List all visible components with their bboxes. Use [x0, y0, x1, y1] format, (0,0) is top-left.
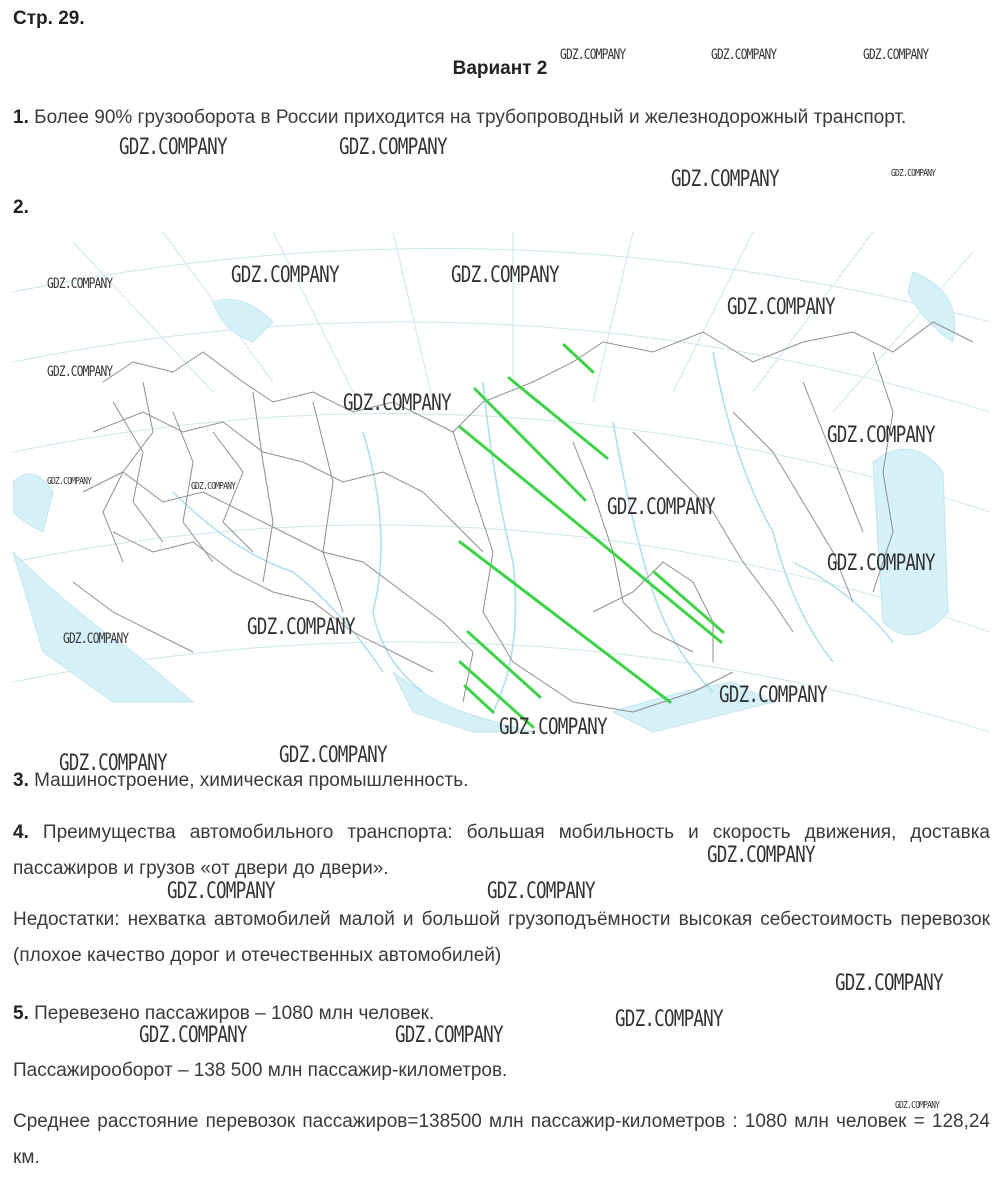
map-water [13, 272, 955, 732]
answer-5-distance [13, 1104, 990, 1176]
watermark: GDZ.COMPANY [891, 168, 936, 179]
watermark: GDZ.COMPANY [835, 971, 943, 996]
watermark: GDZ.COMPANY [395, 1023, 503, 1048]
watermark: GDZ.COMPANY [707, 843, 815, 868]
watermark: GDZ.COMPANY [47, 276, 113, 292]
watermark: GDZ.COMPANY [827, 551, 935, 576]
answer-text: Более 90% грузооборота в России приходится на трубопроводный и железнодорожный транспорт. [28, 107, 907, 128]
watermark: GDZ.COMPANY [451, 263, 559, 288]
watermark: GDZ.COMPANY [719, 683, 827, 708]
watermark: GDZ.COMPANY [727, 295, 835, 320]
answer-5-passengers [13, 996, 990, 1032]
answer-text: Машиностроение, химическая промышленность. [28, 770, 469, 791]
watermark: GDZ.COMPANY [827, 423, 935, 448]
answer-text: Среднее расстояние перевозок пассажиров=138500 млн пассажир-километров : 1080 млн человек = 128,24 км. [13, 1111, 990, 1168]
watermark: GDZ.COMPANY [47, 364, 113, 380]
watermark: GDZ.COMPANY [139, 1023, 247, 1048]
answer-1 [13, 100, 990, 136]
watermark: GDZ.COMPANY [895, 1100, 940, 1111]
answer-2 [13, 190, 990, 226]
russia-map [13, 232, 990, 744]
watermark: GDZ.COMPANY [863, 47, 929, 63]
answer-4-advantages [13, 815, 990, 887]
watermark: GDZ.COMPANY [279, 743, 387, 768]
watermark: GDZ.COMPANY [191, 481, 236, 492]
answer-number: 4. [13, 822, 29, 843]
watermark: GDZ.COMPANY [47, 476, 92, 487]
variant-title: Вариант 2 [452, 58, 548, 79]
watermark: GDZ.COMPANY [560, 47, 626, 63]
page-reference: Стр. 29. [13, 8, 85, 29]
answer-text: Недостатки: нехватка автомобилей малой и большой грузоподъёмности высокая себестоимость перевозок (плохое качество дорог и отечественных автомобилей) [13, 909, 990, 966]
answer-number: 3. [13, 770, 29, 791]
answer-3 [13, 763, 990, 799]
watermark: GDZ.COMPANY [59, 751, 167, 776]
watermark: GDZ.COMPANY [167, 879, 275, 904]
watermark: GDZ.COMPANY [343, 391, 451, 416]
map-region-borders [73, 322, 973, 712]
answer-text: Перевезено пассажиров – 1080 млн человек. [28, 1003, 435, 1024]
answer-number: 2. [13, 197, 29, 218]
answer-4-disadvantages [13, 902, 990, 974]
watermark: GDZ.COMPANY [487, 879, 595, 904]
watermark: GDZ.COMPANY [119, 135, 227, 160]
watermark: GDZ.COMPANY [63, 631, 129, 647]
watermark: GDZ.COMPANY [499, 715, 607, 740]
answer-text: Пассажирооборот – 138 500 млн пассажир-километров. [13, 1060, 508, 1081]
answer-text: Преимущества автомобильного транспорта: большая мобильность и скорость движения, доставка пассажиров и грузов «от двери до двери». [13, 822, 990, 879]
watermark: GDZ.COMPANY [671, 167, 779, 192]
watermark: GDZ.COMPANY [615, 1007, 723, 1032]
answer-number: 5. [13, 1003, 29, 1024]
watermark: GDZ.COMPANY [711, 47, 777, 63]
watermark: GDZ.COMPANY [231, 263, 339, 288]
map-hatching [460, 345, 723, 727]
watermark: GDZ.COMPANY [247, 615, 355, 640]
answer-number: 1. [13, 107, 29, 128]
watermark: GDZ.COMPANY [339, 135, 447, 160]
answer-5-turnover [13, 1053, 990, 1089]
watermark: GDZ.COMPANY [607, 495, 715, 520]
